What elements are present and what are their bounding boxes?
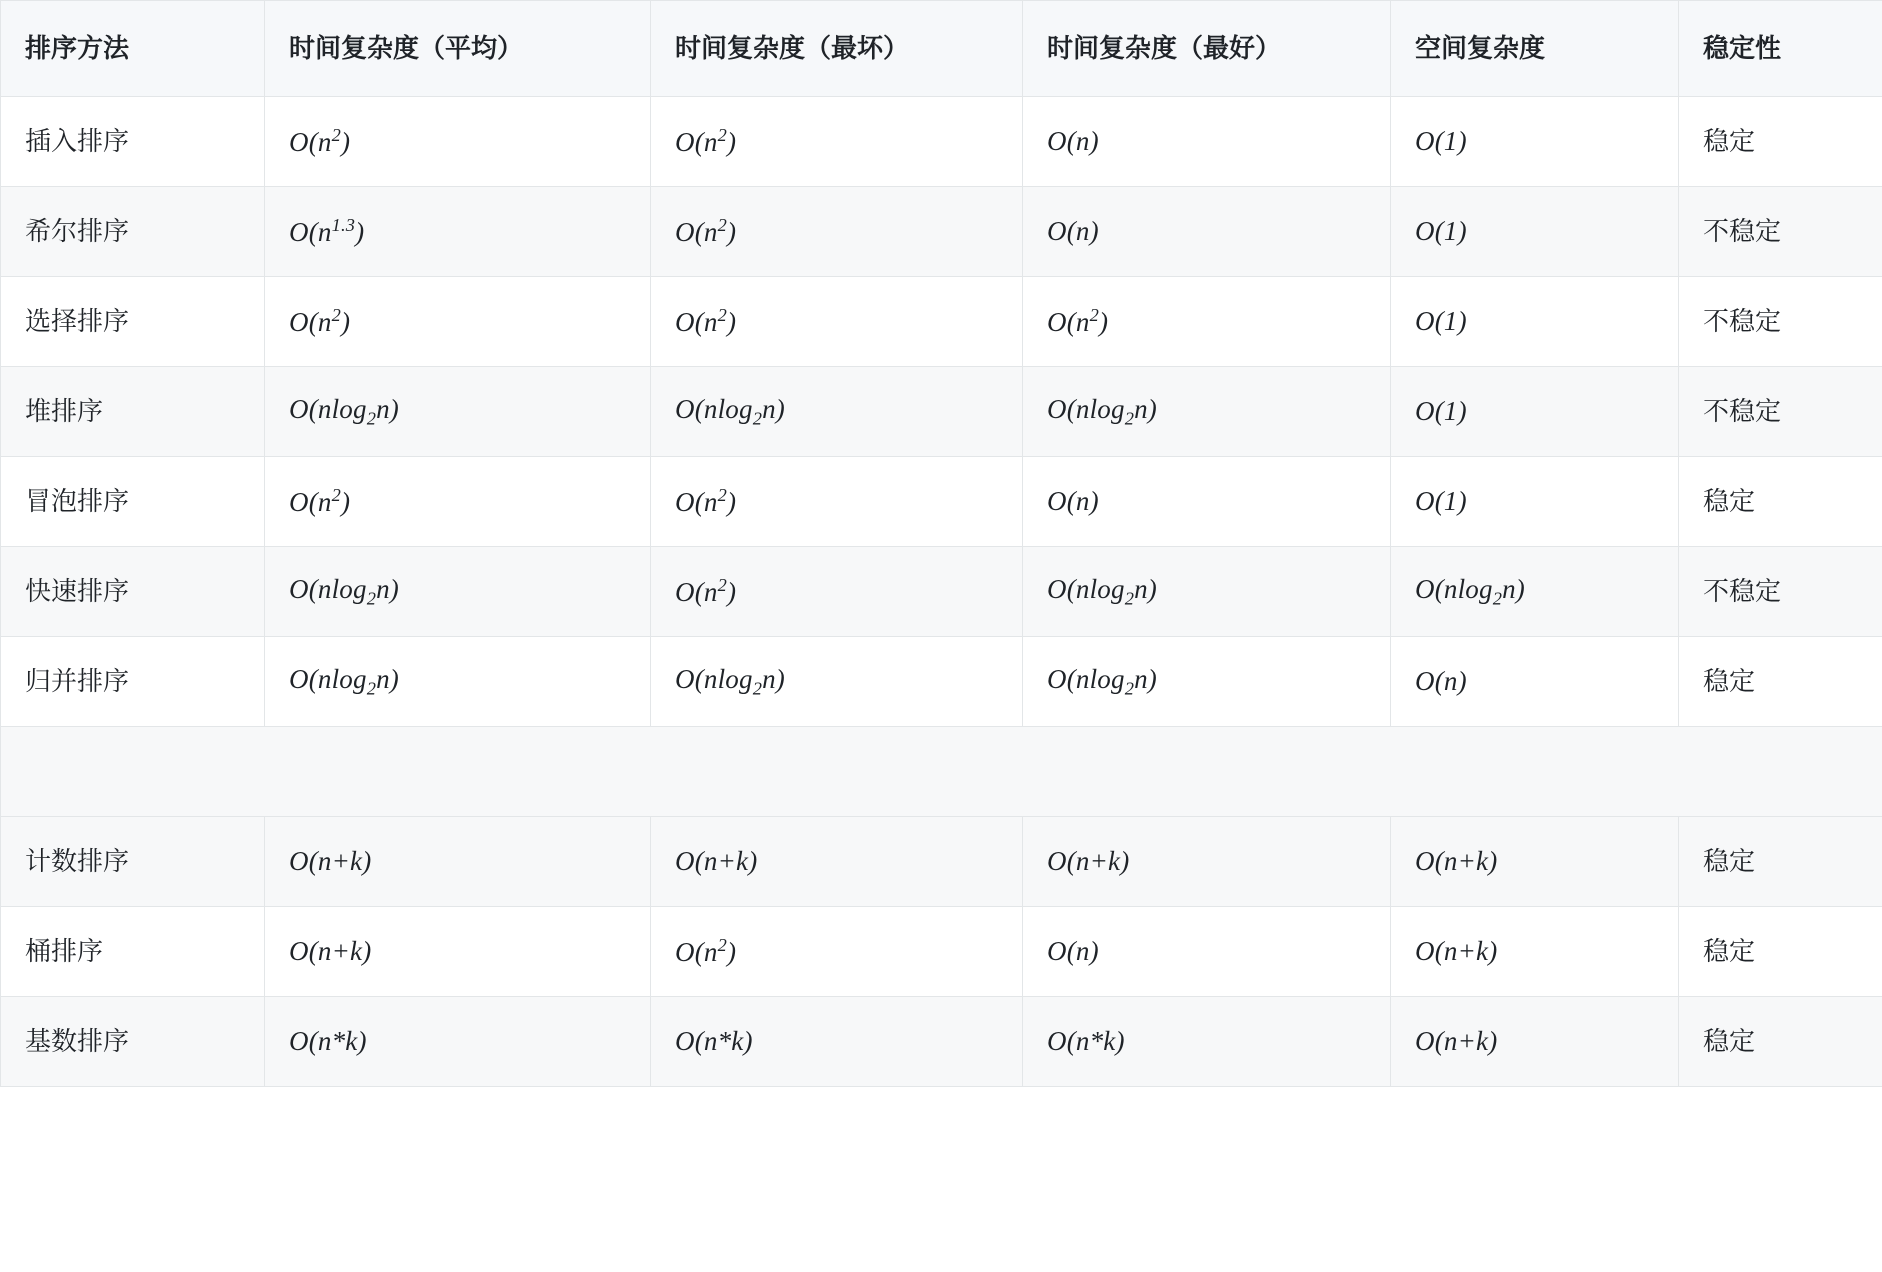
cell-time-worst: $O(n^2)$	[651, 457, 1023, 547]
table-row	[1, 547, 1882, 637]
table-header	[1, 1, 1882, 97]
column-header-space: 空间复杂度	[1391, 1, 1679, 97]
table-header-row	[1, 1, 1882, 97]
table-group-separator	[1, 727, 1882, 817]
cell-time-best: O(nlog$_2$n)	[1023, 367, 1391, 457]
table-row	[1, 187, 1882, 277]
cell-time-worst: O(nlog$_2$n)	[651, 637, 1023, 727]
cell-time-best: O(n)	[1023, 907, 1391, 997]
cell-space: O(n)	[1391, 637, 1679, 727]
column-header-time-average: 时间复杂度（平均）	[265, 1, 651, 97]
cell-time-average: $O(n^2)$	[265, 457, 651, 547]
cell-time-worst: $O(n^2)$	[651, 907, 1023, 997]
cell-space: O(1)	[1391, 187, 1679, 277]
cell-stability: 不稳定	[1679, 277, 1882, 367]
table-row	[1, 907, 1882, 997]
cell-method: 希尔排序	[1, 187, 265, 277]
table-row	[1, 277, 1882, 367]
cell-method: 归并排序	[1, 637, 265, 727]
cell-space: O(1)	[1391, 277, 1679, 367]
cell-stability: 不稳定	[1679, 547, 1882, 637]
cell-stability: 稳定	[1679, 817, 1882, 907]
table-row	[1, 97, 1882, 187]
cell-time-worst: O(nlog$_2$n)	[651, 367, 1023, 457]
cell-space: O(n+k)	[1391, 907, 1679, 997]
cell-stability: 不稳定	[1679, 367, 1882, 457]
cell-time-average: $O(n^{1.3})$	[265, 187, 651, 277]
cell-time-worst: $O(n^2)$	[651, 187, 1023, 277]
cell-stability: 稳定	[1679, 637, 1882, 727]
cell-time-best: O(nlog$_2$n)	[1023, 637, 1391, 727]
cell-space: O(1)	[1391, 367, 1679, 457]
cell-time-best: O(n+k)	[1023, 817, 1391, 907]
table-row	[1, 457, 1882, 547]
cell-time-worst: $O(n^2)$	[651, 277, 1023, 367]
cell-space: O(n+k)	[1391, 817, 1679, 907]
cell-stability: 稳定	[1679, 907, 1882, 997]
cell-stability: 不稳定	[1679, 187, 1882, 277]
table-row	[1, 367, 1882, 457]
cell-time-worst: O(n+k)	[651, 817, 1023, 907]
column-header-time-worst: 时间复杂度（最坏）	[651, 1, 1023, 97]
cell-time-average: O(nlog$_2$n)	[265, 637, 651, 727]
column-header-method: 排序方法	[1, 1, 265, 97]
cell-time-best: O(n*k)	[1023, 997, 1391, 1087]
cell-time-average: O(nlog$_2$n)	[265, 547, 651, 637]
cell-method: 插入排序	[1, 97, 265, 187]
cell-method: 快速排序	[1, 547, 265, 637]
cell-time-average: O(n*k)	[265, 997, 651, 1087]
cell-time-best: O(n)	[1023, 97, 1391, 187]
cell-space: O(nlog$_2$n)	[1391, 547, 1679, 637]
cell-method: 堆排序	[1, 367, 265, 457]
cell-time-average: $O(n^2)$	[265, 97, 651, 187]
column-header-time-best: 时间复杂度（最好）	[1023, 1, 1391, 97]
cell-time-average: $O(n^2)$	[265, 277, 651, 367]
cell-time-worst: $O(n^2)$	[651, 547, 1023, 637]
cell-method: 基数排序	[1, 997, 265, 1087]
separator-cell	[1, 727, 1882, 817]
table-row	[1, 637, 1882, 727]
cell-time-average: O(nlog$_2$n)	[265, 367, 651, 457]
cell-time-best: O(nlog$_2$n)	[1023, 547, 1391, 637]
cell-stability: 稳定	[1679, 97, 1882, 187]
cell-time-best: O(n)	[1023, 187, 1391, 277]
cell-space: O(1)	[1391, 97, 1679, 187]
table-body	[1, 97, 1882, 1087]
cell-time-average: O(n+k)	[265, 907, 651, 997]
cell-time-worst: O(n*k)	[651, 997, 1023, 1087]
cell-method: 计数排序	[1, 817, 265, 907]
cell-time-best: $O(n^2)$	[1023, 277, 1391, 367]
cell-time-best: O(n)	[1023, 457, 1391, 547]
cell-method: 选择排序	[1, 277, 265, 367]
cell-time-worst: $O(n^2)$	[651, 97, 1023, 187]
cell-time-average: O(n+k)	[265, 817, 651, 907]
column-header-stability: 稳定性	[1679, 1, 1882, 97]
cell-stability: 稳定	[1679, 997, 1882, 1087]
cell-space: O(1)	[1391, 457, 1679, 547]
cell-method: 桶排序	[1, 907, 265, 997]
table-row	[1, 997, 1882, 1087]
cell-method: 冒泡排序	[1, 457, 265, 547]
cell-stability: 稳定	[1679, 457, 1882, 547]
table-row	[1, 817, 1882, 907]
cell-space: O(n+k)	[1391, 997, 1679, 1087]
